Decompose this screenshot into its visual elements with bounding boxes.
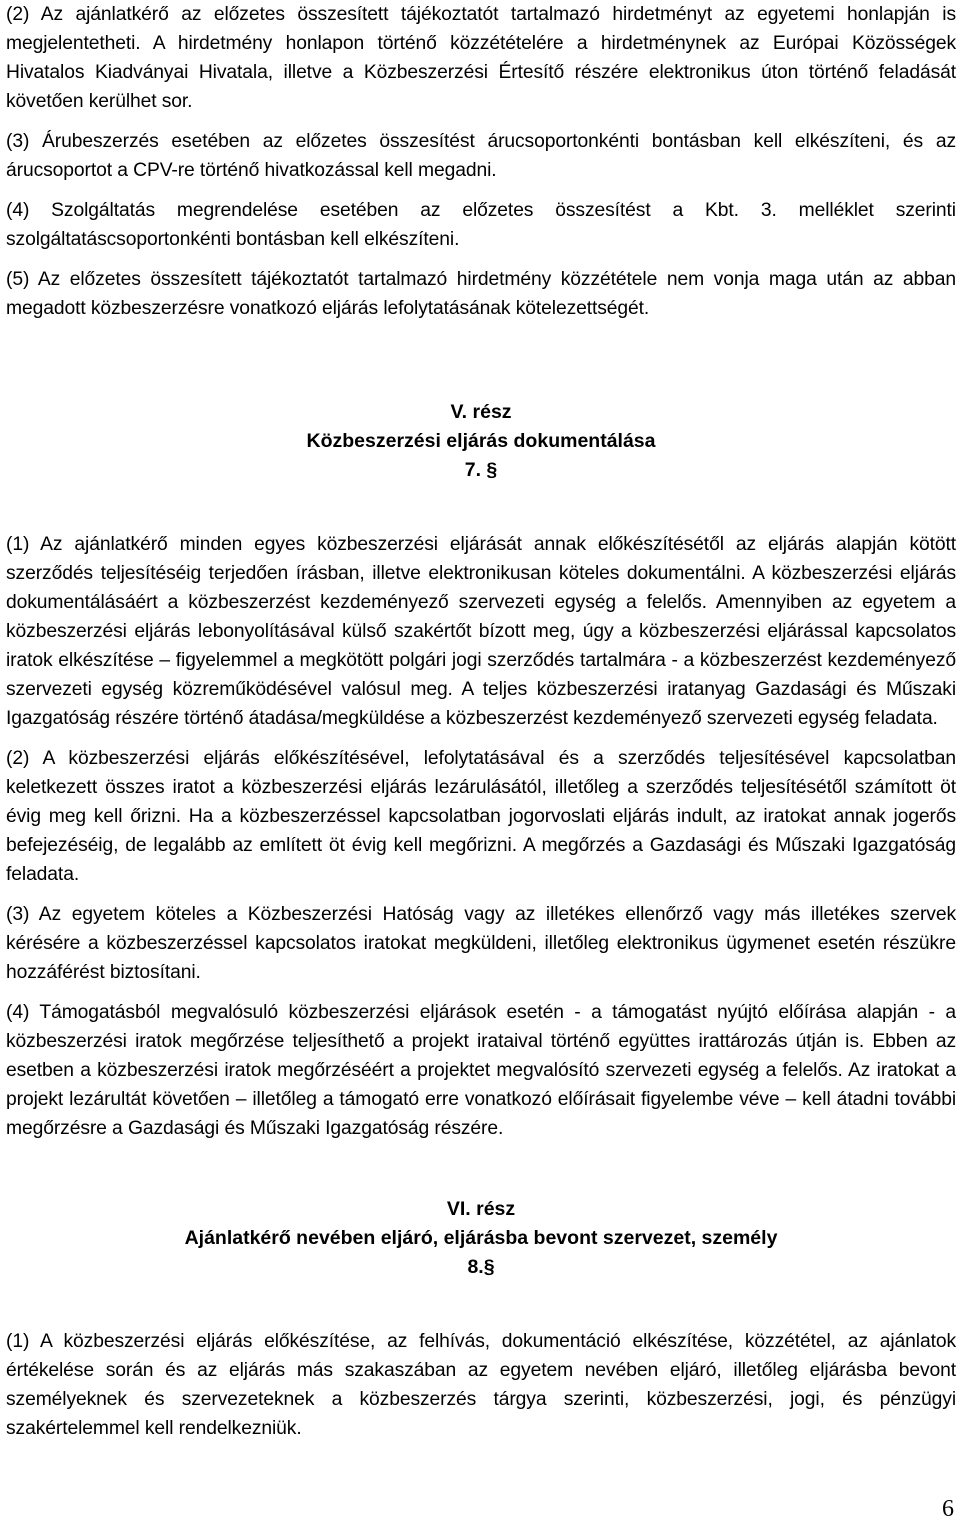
section-8-label: 8.§ [467,1256,495,1278]
part-5-label: V. rész [450,401,512,423]
paragraph-7-2: (2) A közbeszerzési eljárás előkészítésével, lefolytatásával és a szerződés teljesítésével kapcsolatban keletkezett összes iratot a közbeszerzési eljárás lezárulásától, illetőleg a szerződés teljesítésétől számított öt évig meg kell őrizni. Ha a közbeszerzéssel kapcsolatban jogorvoslati eljárás indult, az iratokat annak jogerős befejezéséig, de legalább az említett öt évig kell megőrizni. A megőrzés a Gazdasági és Műszaki Igazgatóság feladata. [6,748,956,885]
paragraph-4-2: (2) Az ajánlatkérő az előzetes összesített tájékoztatót tartalmazó hirdetményt az egyetemi honlapján is megjelentetheti. A hirdetmény honlapon történő közzétételére a hirdetménynek az Európai Közösségek Hivatalos Kiadványai Hivatala, illetve a Közbeszerzési Értesítő részére elektronikus úton történő feladását követően kerülhet sor. [6,4,956,112]
document-page [6,0,956,1454]
part-6-heading [6,1195,956,1282]
spacer [6,334,956,398]
section-7-label: 7. § [464,459,498,481]
part-6-label: VI. rész [446,1198,516,1220]
part-5-heading [6,398,956,485]
paragraph-8-1: (1) A közbeszerzési eljárás előkészítése, az felhívás, dokumentáció elkészítése, közzététel, az ajánlatok értékelése során és az eljárás más szakaszában az egyetem nevében eljáró, illetőleg eljárásba bevont személyeknek és szervezeteknek a közbeszerzés tárgya szerinti, közbeszerzési, jogi, és pénzügyi szakértelemmel kell rendelkezniük. [6,1331,956,1439]
paragraph-4-5: (5) Az előzetes összesített tájékoztatót tartalmazó hirdetmény közzététele nem vonja maga után az abban megadott közbeszerzésre vonatkozó eljárás lefolytatásának kötelezettségét. [6,269,956,319]
part-6-title: Ajánlatkérő nevében eljáró, eljárásba bevont szervezet, személy [184,1227,778,1249]
part-5-title: Közbeszerzési eljárás dokumentálása [306,430,656,452]
paragraph-4-4: (4) Szolgáltatás megrendelése esetében az előzetes összesítést a Kbt. 3. melléklet szerinti szolgáltatáscsoportonkénti bontásban kell elkészíteni. [6,200,956,250]
paragraph-7-4: (4) Támogatásból megvalósuló közbeszerzési eljárások esetén - a támogatást nyújtó előírása alapján - a közbeszerzési iratok megőrzése teljesíthető a projekt irataival történő együttes irattározás útján is. Ebben az esetben a közbeszerzési iratok megőrzéséért a projektet megvalósító szervezeti egység a felelős. Az iratokat a projekt lezárultát követően – illetőleg a támogató erre vonatkozó előírásait figyelembe véve – kell átadni további megőrzésre a Gazdasági és Műszaki Igazgatóság részére. [6,1002,956,1139]
page-number: 6 [942,1496,954,1522]
paragraph-7-1: (1) Az ajánlatkérő minden egyes közbeszerzési eljárását annak előkészítésétől az eljárás alapján kötött szerződés teljesítéséig terjedően írásban, illetve elektronikusan köteles dokumentálni. A közbeszerzési eljárás dokumentálásáért a közbeszerzést kezdeményező szervezeti egység a felelős. Amennyiben az egyetem a közbeszerzési eljárás lebonyolításával külső szakértőt bízott meg, úgy a közbeszerzési eljárással kapcsolatos iratok elkészítése – figyelemmel a megkötött polgári jogi szerződés tartalmára - a közbeszerzést kezdeményező szervezeti egység közreműködésével valósul meg. A teljes közbeszerzési iratanyag Gazdasági és Műszaki Igazgatóság részére történő átadása/megküldése a közbeszerzést kezdeményező szervezeti egység feladata. [6,534,956,729]
paragraph-4-3: (3) Árubeszerzés esetében az előzetes összesítést árucsoportonkénti bontásban kell elkészíteni, és az árucsoportot a CPV-re történő hivatkozással kell megadni. [6,131,956,181]
spacer [6,1154,956,1195]
paragraph-7-3: (3) Az egyetem köteles a Közbeszerzési Hatóság vagy az illetékes ellenőrző vagy más illetékes szervek kérésére a közbeszerzéssel kapcsolatos iratokat megküldeni, illetőleg elektronikus ügymenet esetén részükre hozzáférést biztosítani. [6,904,956,983]
